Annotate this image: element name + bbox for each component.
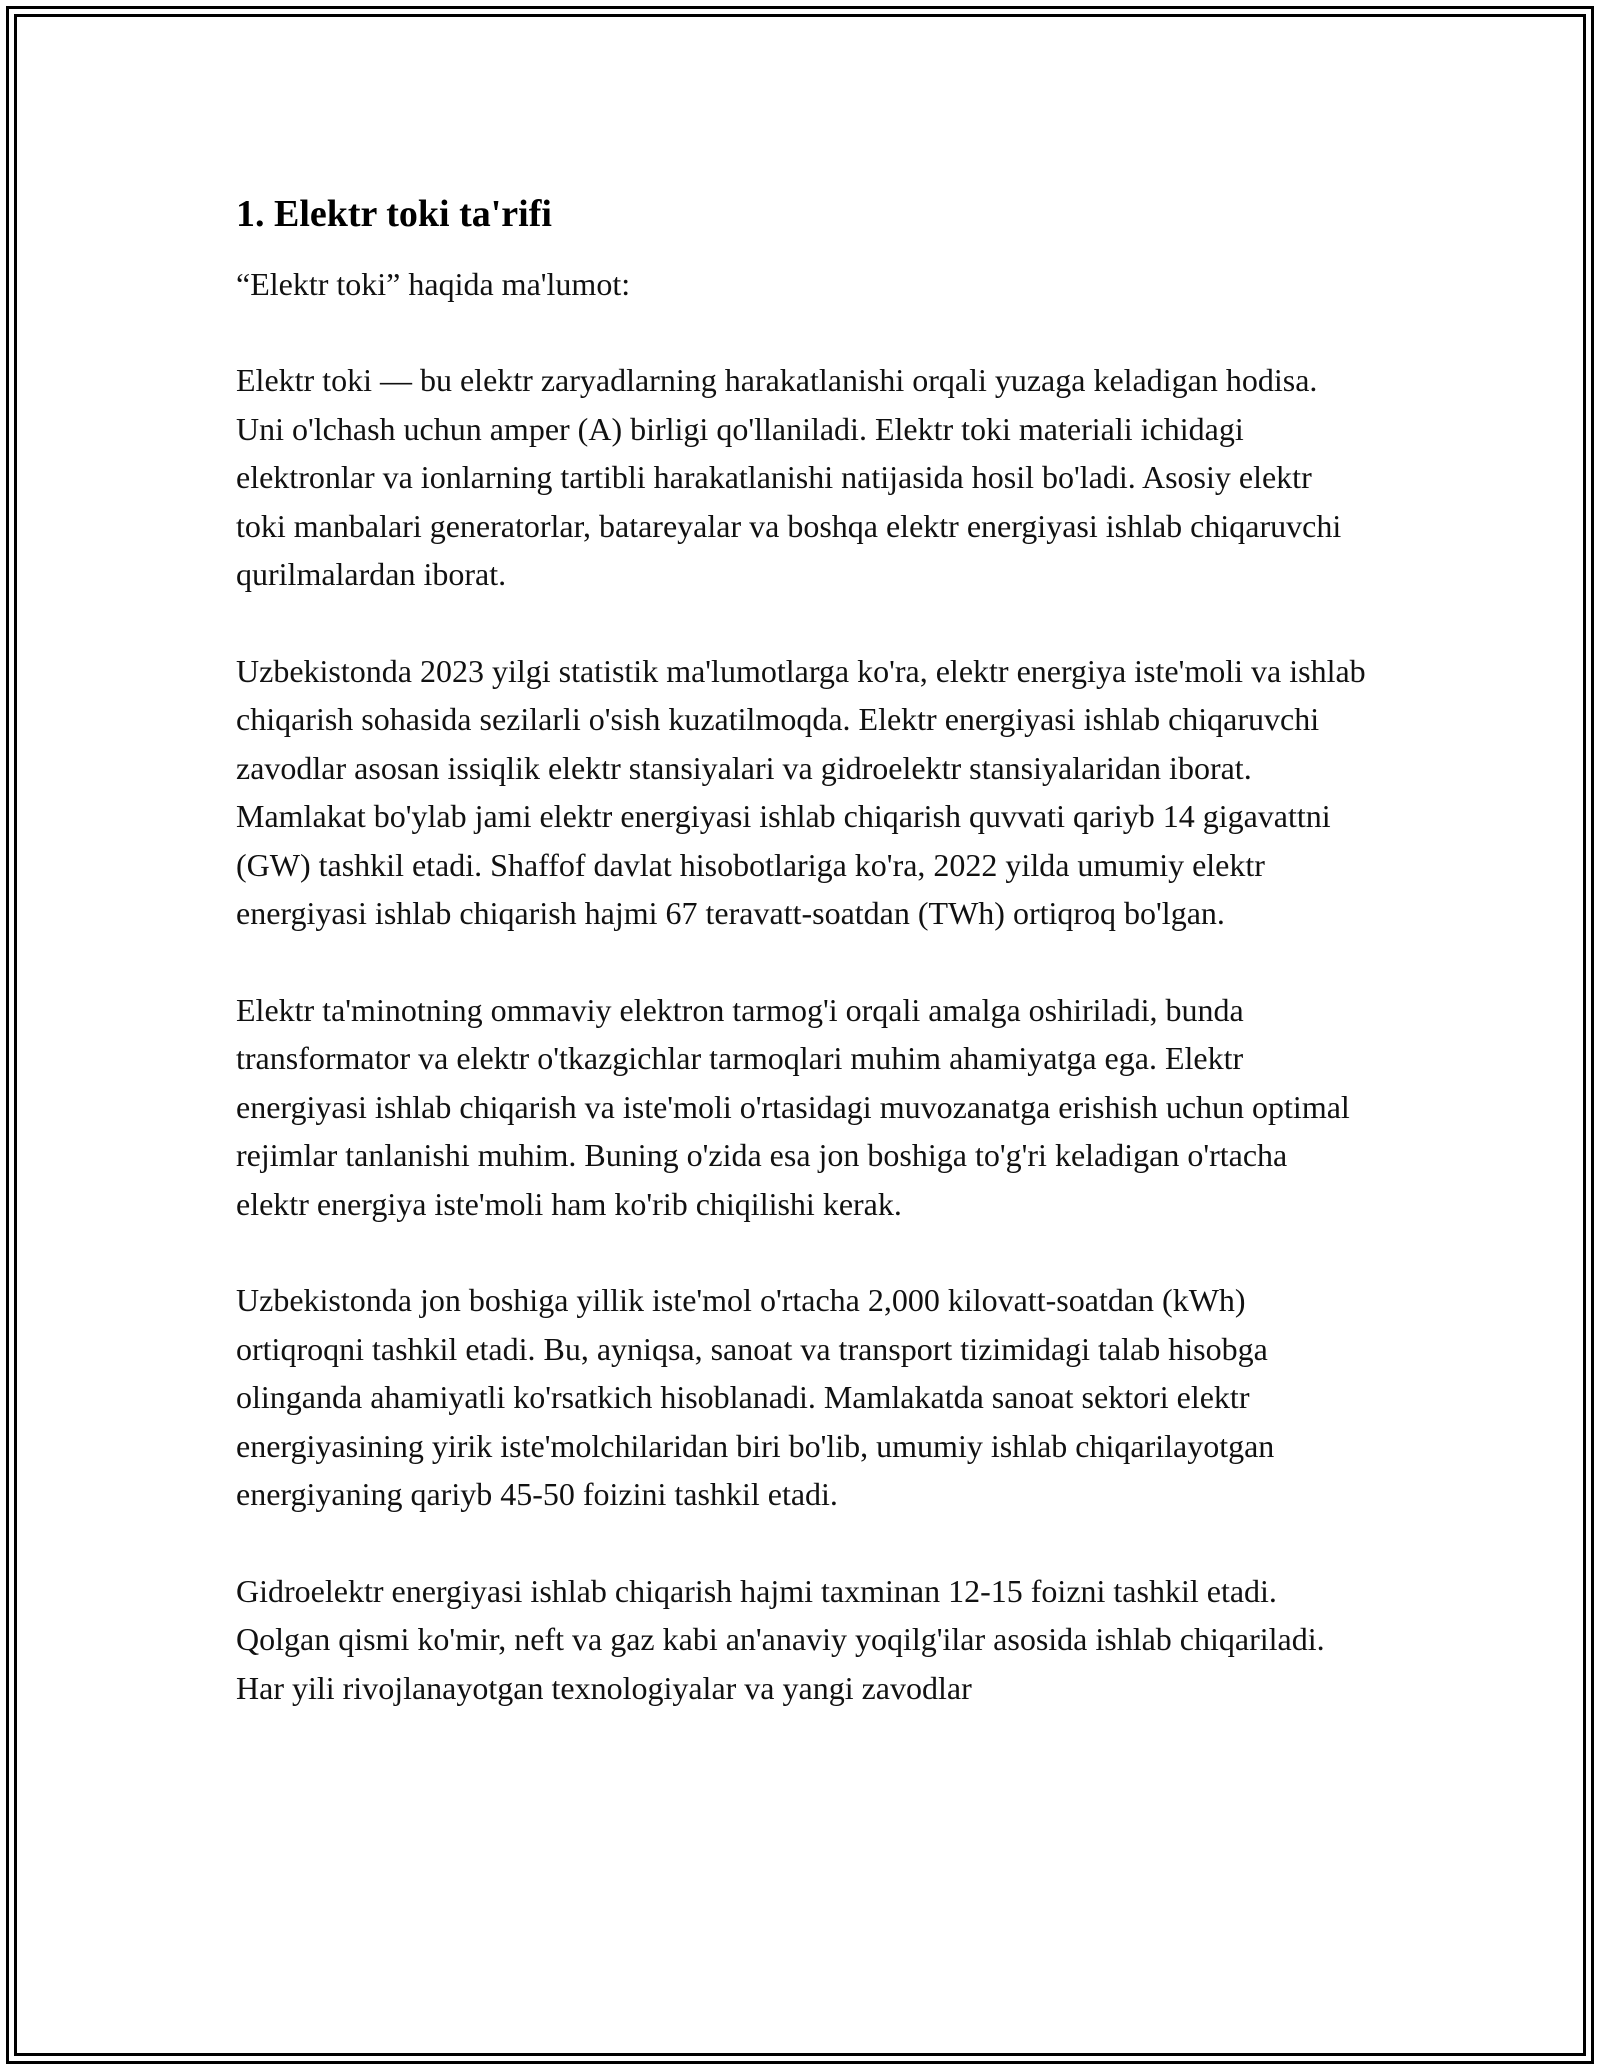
paragraph-grid: Elektr ta'minotning ommaviy elektron tarmog'i orqali amalga oshiriladi, bunda transformator va elektr o'tkazgichlar tarmoqlari muhim ahamiyatga ega. Elektr energiyasi ishlab chiqarish va iste'moli o'rtasidagi muvozanatga erishish uchun optimal rejimlar tanlanishi muhim. Buning o'zida esa jon boshiga to'g'ri keladigan o'rtacha elektr energiya iste'moli ham ko'rib chiqilishi kerak. — [236, 991, 1350, 1222]
paragraph-statistics: Uzbekistonda 2023 yilgi statistik ma'lumotlarga ko'ra, elektr energiya iste'moli va ishlab chiqarish sohasida sezilarli o'sish kuzatilmoqda. Elektr energiyasi ishlab chiqaruvchi zavodlar asosan issiqlik elektr stansiyalari va gidroelektr stansiyalaridan iborat. Mamlakat bo'ylab jami elektr energiyasi ishlab chiqarish quvvati qariyb 14 gigavattni (GW) tashkil etadi. Shaffof davlat hisobotlariga ko'ra, 2022 yilda umumiy elektr energiyasi ishlab chiqarish hajmi 67 teravatt-soatdan (TWh) ortiqroq bo'lgan. — [236, 652, 1366, 931]
document-body — [236, 190, 1366, 1760]
section-heading: 1. Elektr toki ta'rifi — [236, 193, 552, 235]
paragraph-hydro: Gidroelektr energiyasi ishlab chiqarish hajmi taxminan 12-15 foizni tashkil etadi. Qolgan qismi ko'mir, neft va gaz kabi an'anaviy yoqilg'ilar asosida ishlab chiqariladi. Har yili rivojlanayotgan texnologiyalar va yangi zavodlar — [236, 1572, 1325, 1706]
paragraph-consumption: Uzbekistonda jon boshiga yillik iste'mol o'rtacha 2,000 kilovatt-soatdan (kWh) ortiqroqni tashkil etadi. Bu, ayniqsa, sanoat va transport tizimidagi talab hisobga olinganda ahamiyatli ko'rsatkich hisoblanadi. Mamlakatda sanoat sektori elektr energiyasining yirik iste'molchilaridan biri bo'lib, umumiy ishlab chiqarilayotgan energiyaning qariyb 45-50 foizini tashkil etadi. — [236, 1282, 1275, 1512]
intro-line: “Elektr toki” haqida ma'lumot: — [236, 266, 631, 302]
paragraph-definition: Elektr toki — bu elektr zaryadlarning harakatlanishi orqali yuzaga keladigan hodisa. Uni o'lchash uchun amper (A) birligi qo'llaniladi. Elektr toki materiali ichidagi elektronlar va ionlarning tartibli harakatlanishi natijasida hosil bo'ladi. Asosiy elektr toki manbalari generatorlar, batareyalar va boshqa elektr energiyasi ishlab chiqaruvchi qurilmalardan iborat. — [236, 362, 1342, 592]
